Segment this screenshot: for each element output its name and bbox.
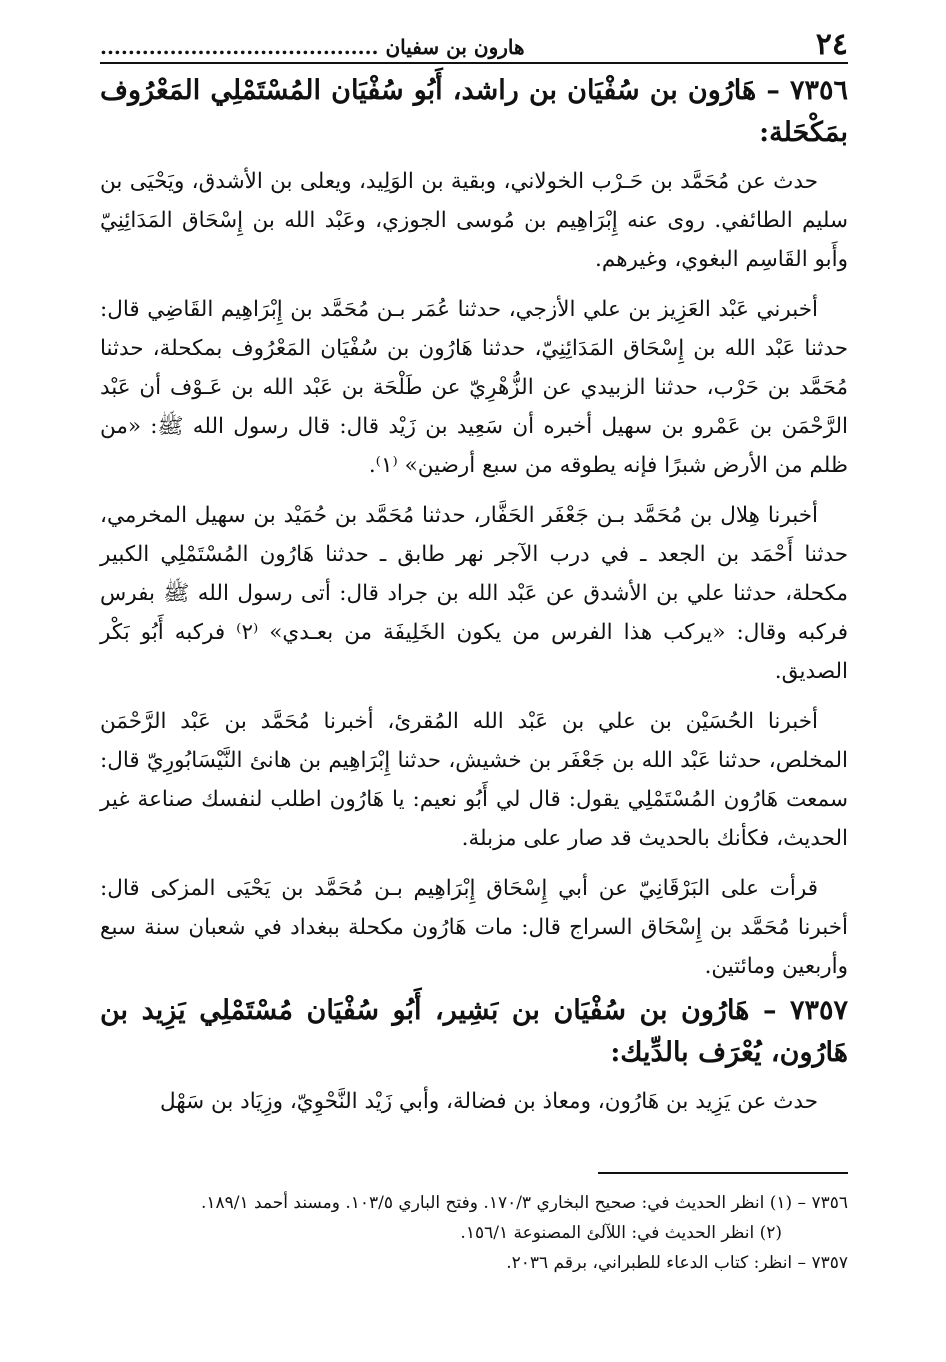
entry-7357 (100, 990, 848, 1121)
running-title: هارون بن سفيان ........................................ (100, 35, 525, 59)
paragraph: أخبرنا الحُسَيْن بن علي بن عَبْد الله المُقرئ، أخبرنا مُحَمَّد بن عَبْد الرَّحْمَن المخلص، حدثنا عَبْد الله بن جَعْفَر بن خشيش، حدثنا إِبْرَاهِيم بن هانئ النَّيْسَابُورِيّ قال: سمعت هَارُون المُسْتَمْلِي يقول: قال لي أَبُو نعيم: يا هَارُون اطلب لنفسك صناعة غير الحديث، فكأنك بالحديث قد صار على مزبلة. (100, 709, 848, 851)
running-header (100, 28, 848, 64)
paragraph: أخبرني عَبْد العَزِيز بن علي الأزجي، حدثنا عُمَر بـن مُحَمَّد بن إِبْرَاهِيم القَاضِي قال: حدثنا عَبْد الله بن إِسْحَاق المَدَائِنِيّ، حدثنا هَارُون بن سُفْيَان المَعْرُوف بمكحلة، حدثنا مُحَمَّد بن حَرْب، حدثنا الزبيدي عن الزُّهْرِيّ عن طَلْحَة بن عَبْد الله بن عَـوْف أن عَبْد الرَّحْمَن بن عَمْرو بن سهيل أخبره أن سَعِيد بن زَيْد قال: قال رسول الله ﷺ: «من ظلم من الأرض شبرًا فإنه يطوقه من سبع أرضين» ⁽١⁾. (100, 297, 848, 478)
footnote: ٧٣٥٦ – (١) انظر الحديث في: صحيح البخاري ١٧٠/٣. وفتح الباري ١٠٣/٥. ومسند أحمد ١٨٩/١. (200, 1193, 848, 1213)
footnotes (100, 1190, 848, 1280)
paragraph: أخبرنا هِلال بن مُحَمَّد بـن جَعْفَر الحَفَّار، حدثنا مُحَمَّد بن حُمَيْد بن سهيل المخرمي، حدثنا أَحْمَد بن الجعد ـ في درب الآجر نهر طابق ـ حدثنا هَارُون المُسْتَمْلِي الكبير مكحلة، حدثنا علي بن الأشدق عن عَبْد الله بن جراد قال: أتى رسول الله ﷺ بفرس فركبه وقال: «يركب هذا الفرس من يكون الخَلِيفَة من بعـدي» ⁽٢⁾ فركبه أَبُو بَكْر الصديق. (100, 503, 848, 684)
footnote: (٢) انظر الحديث في: اللآلئ المصنوعة ١٥٦/١. (460, 1223, 782, 1243)
footnote-divider (598, 1172, 848, 1174)
paragraph: حدث عن مُحَمَّد بن حَـرْب الخولاني، وبقية بن الوَلِيد، ويعلى بن الأشدق، ويَحْيَى بن سليم الطائفي. روى عنه إِبْرَاهِيم بن مُوسى الجوزي، وعَبْد الله بن إِسْحَاق المَدَائِنِيّ وأَبو القَاسِم البغوي، وغيرهم. (100, 169, 848, 272)
paragraph: قرأت على البَرْقَانِيّ عن أبي إِسْحَاق إِبْرَاهِيم بـن مُحَمَّد بن يَحْيَى المزكى قال: أخبرنا مُحَمَّد بن إِسْحَاق السراج قال: مات هَارُون مكحلة ببغداد في شعبان سنة سبع وأربعين ومائتين. (100, 876, 848, 979)
entry-7356 (100, 70, 848, 986)
footnote: ٧٣٥٧ – انظر: كتاب الدعاء للطبراني، برقم ٢٠٣٦. (506, 1253, 848, 1273)
paragraph: حدث عن يَزِيد بن هَارُون، ومعاذ بن فضالة، وأبي زَيْد النَّحْوِيّ، وزِيَاد بن سَهْل (159, 1089, 818, 1114)
page-body (100, 70, 848, 1132)
page-number: ٢٤ (815, 27, 848, 62)
entry-heading: ٧٣٥٦ – هَارُون بن سُفْيَان بن راشد، أَبُو سُفْيَان المُسْتَمْلِي المَعْرُوف بمَكْحَلة: (100, 75, 848, 148)
entry-heading: ٧٣٥٧ – هَارُون بن سُفْيَان بن بَشِير، أَبُو سُفْيَان مُسْتَمْلِي يَزِيد بن هَارُون، يُعْرَف بالدِّيك: (100, 995, 848, 1068)
